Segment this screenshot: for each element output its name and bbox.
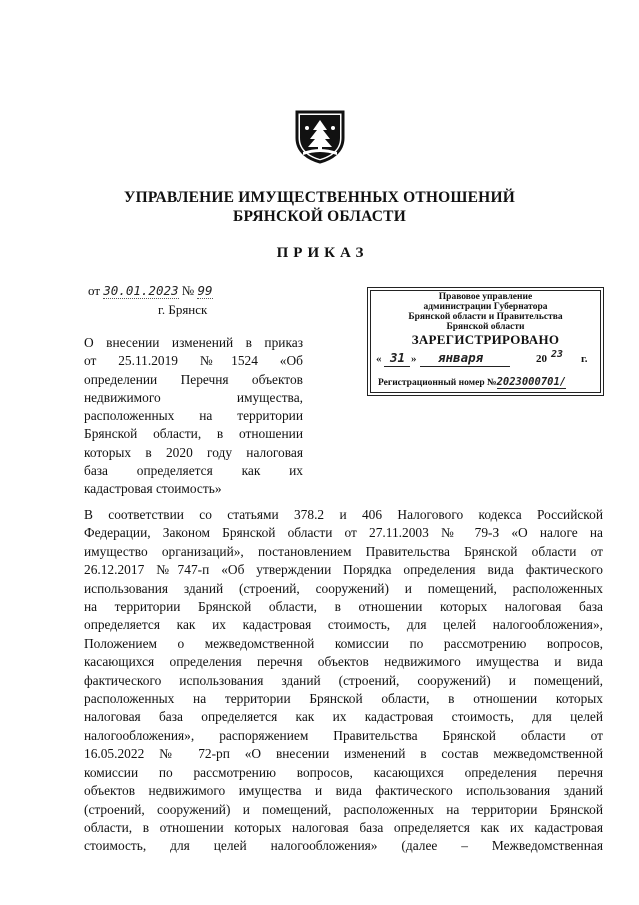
stamp-reg-number-line — [378, 376, 566, 388]
body-line: налоговая база определяется как их кадастровая стоимость, для целей — [84, 709, 603, 725]
body-line: 26.12.2017 №747-п «Об утверждении Порядка определения вида фактического — [84, 562, 603, 578]
stamp-line: администрации Губернатора — [423, 302, 548, 312]
body-line: 16.05.2022 № 72-рп «О внесении изменений в состав межведомственной — [84, 746, 603, 762]
order-body-text — [84, 506, 603, 856]
organization-name-line2: БРЯНСКОЙ ОБЛАСТИ — [233, 208, 406, 225]
subject-line: недвижимого имущества, — [84, 389, 303, 405]
body-line: использования зданий (строений, сооружений) и помещений, расположенных — [84, 580, 603, 596]
body-line: на территории Брянской области, в отношении которых налоговая база — [84, 599, 603, 615]
body-line: (строений, сооружений) и помещений, расположенных на территории Брянской — [84, 801, 603, 817]
subject-line: от 25.11.2019 №1524 «Об — [84, 353, 303, 369]
stamp-reg-number: 2023000701/ — [496, 376, 567, 388]
order-number-line — [88, 283, 213, 299]
stamp-year-prefix: 20 — [536, 353, 547, 365]
organization-name-line1: УПРАВЛЕНИЕ ИМУЩЕСТВЕННЫХ ОТНОШЕНИЙ — [124, 189, 515, 206]
stamp-registered-label: ЗАРЕГИСТРИРОВАНО — [411, 332, 560, 347]
body-line: налогообложения», распоряжением Правительства Брянской области от — [84, 727, 603, 743]
subject-line: О внесении изменений в приказ — [84, 335, 303, 350]
subject-line: кадастровая стоимость» — [84, 481, 222, 497]
subject-line: Брянской области, в отношении — [84, 426, 303, 442]
stamp-line: Правовое управление — [438, 292, 533, 302]
subject-line: которых в 2020 году налоговая — [84, 444, 303, 460]
stamp-line: Брянской области — [446, 322, 525, 332]
order-prefix: от — [88, 283, 101, 298]
registration-stamp: Правовое управление администрации Губернатора Брянской области и Правительства Брянской области ЗАРЕГИСТРИРОВАНО « 31 » января 20 23 г. Регистрационный номер №2023000701/ — [367, 287, 604, 396]
body-line: определяется как их кадастровая стоимость, для целей налогообложения», — [84, 617, 603, 633]
stamp-line: Брянской области и Правительства — [408, 312, 563, 322]
coat-of-arms-emblem — [293, 108, 347, 164]
body-line: стоимость, для целей налогообложения» (далее – Межведомственная — [84, 838, 603, 854]
stamp-year-suffix: 23 — [551, 349, 564, 360]
organization-name — [0, 188, 639, 226]
body-line: расположенных на территории Брянской области, в отношении которых — [84, 691, 603, 707]
body-line: В соответствии со статьями 378.2 и 406 Налогового кодекса Российской — [84, 507, 603, 522]
stamp-year-end: г. — [581, 353, 588, 365]
body-line: Федерации, Законом Брянской области от 27.11.2003 № 79-З «О налоге на — [84, 525, 603, 541]
body-line: области, в отношении которых налоговая база определяется как их кадастровая — [84, 819, 603, 835]
subject-line: расположенных на территории — [84, 408, 303, 424]
body-line: имущество организаций», постановлением Правительства Брянской области от — [84, 543, 603, 559]
subject-line: определении Перечня объектов — [84, 371, 303, 387]
body-line: Положением о межведомственной комиссии по рассмотрению вопросов, — [84, 635, 603, 651]
order-city: г. Брянск — [158, 302, 208, 317]
body-line: фактического использования зданий (строений, сооружений) и помещений, — [84, 672, 603, 688]
order-number-sign: № — [181, 283, 195, 298]
body-line: комиссии по рассмотрению вопросов, касающихся определения перечня — [84, 764, 603, 780]
body-line: касающихся определения перечня объектов недвижимого имущества и вида — [84, 654, 603, 670]
order-subject — [84, 334, 303, 499]
stamp-reg-number-label: Регистрационный номер № — [378, 378, 497, 388]
body-line: объектов недвижимого имущества и вида фактического использования зданий — [84, 783, 603, 799]
order-date: 30.01.2023 — [103, 283, 179, 298]
stamp-day: 31 — [390, 350, 406, 365]
document-type-title: ПРИКАЗ — [276, 245, 369, 261]
order-number: 99 — [197, 283, 213, 298]
subject-line: база определяется как их — [84, 463, 303, 479]
stamp-month: января — [438, 350, 484, 365]
